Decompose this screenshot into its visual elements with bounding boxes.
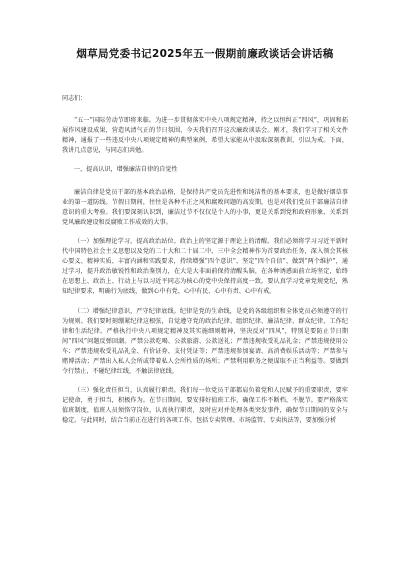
document-title: 烟草局党委书记2025年五一假期前廉政谈话会讲话稿 xyxy=(76,48,334,60)
body-paragraph: （二）增强纪律意识，严守纪律底线。纪律是党的生命线，是党的各级组织和全体党员必须遵守的行为规则。我们要时刻绷紧纪律这根弦，自觉遵守党的政治纪律、组织纪律、廉洁纪律、群众纪律、工作纪律和生活纪律。严格执行中央八项规定精神及其实施细则精神，坚决反对“四风”，特别是要防止节日期间“四风”问题反弹回潮。严禁公款吃喝、公款旅游、公款送礼；严禁违规收受礼品礼金；严禁违规使用公车；严禁违规收受礼品礼金、有价证券、支付凭证等；严禁违规参加宴请、高消费娱乐活动等；严禁参与赌博活动；严禁出入私人会所或带着私人会所性质的场所；严禁利用职务之便谋取不正当利益等。要做到令行禁止，不碰纪律红线，不触法律底线。 xyxy=(62,307,348,376)
body-paragraph: 廉洁自律是党员干部的基本政治品格，是保持共产党员先进性和纯洁性的基本要求，也是做好烟草事业的第一道防线。节假日期间，往往是各种不正之风和腐败问题的高发期，也是对我们党员干部廉洁自律意识的重大考验。我们要深刻认识到，廉洁过节不仅仅是个人的小事，更是关系到党和政府形象、关系到党风廉政建设和反腐败工作成效的大事。 xyxy=(62,188,348,226)
salutation: 同志们： xyxy=(62,95,87,102)
body-paragraph: （一）加强理论学习，提高政治站位。政治上的坚定源于理论上的清醒。我们必须将学习习近平新时代中国特色社会主义思想以及党的二十大和二十届二中、三中全会精神作为首要政治任务，深入领会其核心要义、精神实质、丰富内涵和实践要求，持续增强“四个意识”、坚定“四个自信”、做到“两个维护”，通过学习，提升政治敏锐性和政治鉴别力，在大是大非面前保持清醒头脑，在各种诱惑面前立场坚定，始终在思想上、政治上、行动上与以习近平同志为核心的党中央保持高度一致。要认真学习党章党规党纪，熟知纪律要求，明确行为底线，做到心中有党、心中有民、心中有责、心中有戒。 xyxy=(62,237,348,296)
section-heading: 一、提高认识，增强廉洁自律的自觉性 xyxy=(74,166,178,174)
document-body xyxy=(62,94,348,436)
body-paragraph: （三）强化责任担当，认真履行职责。我们每一位党员干部都肩负着党和人民赋予的重要职责，要牢记使命，勇于担当，积极作为。在节日期间，要安排好值班工作，确保工作不断档、不脱节。要严格落实值班制度，值班人员须恪守岗位，认真执行职责，及时应对并处理各类突发事件，确保节日期间的安全与稳定。与此同时，结合当前正在进行的各项工作，包括专卖管理、市场监管、专卖执法等，要加强分析 xyxy=(62,387,348,425)
intro-paragraph: “五一”国际劳动节即将来临。为进一步贯彻落实中央八项规定精神，持之以恒纠正“四风”，巩固和拓展作风建设成果，营造风清气正的节日氛围，今天我们召开这次廉政谈话会。刚才，我们学习了相关文件精神，通报了一些违反中央八项规定精神的典型案例，希望大家能从中汲取深刻教训，引以为戒。下面，我讲几点意见，与同志们共勉。 xyxy=(62,117,348,155)
